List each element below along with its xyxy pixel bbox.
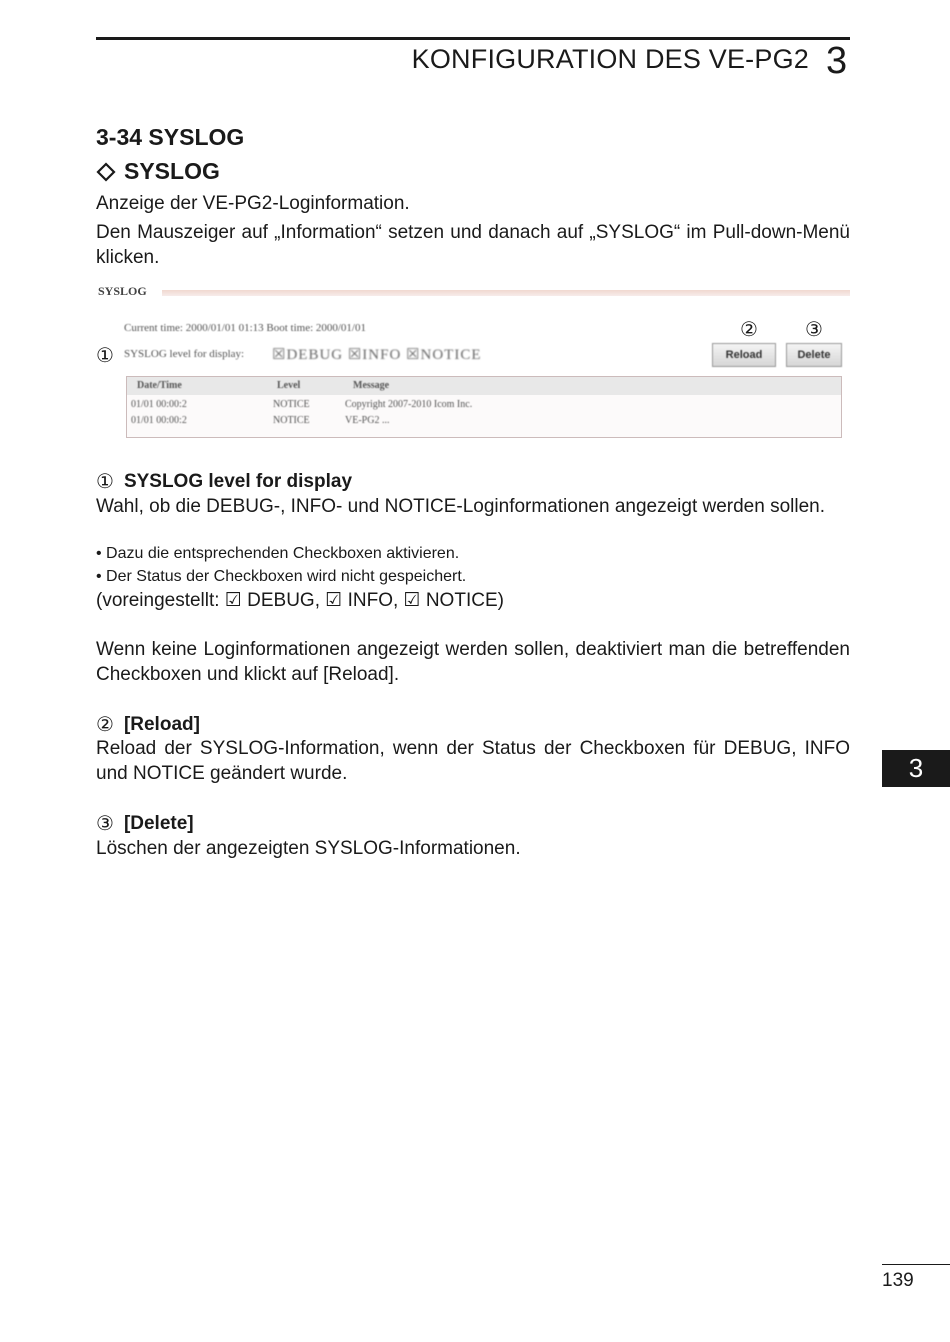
- item1-note: Wenn keine Loginformationen angezeigt werden sollen, deaktiviert man die betreffenden Checkboxen und klickt auf [Reload].: [96, 639, 850, 685]
- item2-title: [Reload]: [123, 713, 200, 735]
- chapter-title: KONFIGURATION DES VE-PG2: [411, 44, 809, 74]
- item1-heading: [96, 469, 352, 494]
- syslog-screenshot: [96, 282, 850, 442]
- footer-rule: [882, 1264, 950, 1265]
- item3-title: [Delete]: [123, 812, 194, 834]
- sub-heading: [96, 158, 220, 185]
- item1-number: ①: [96, 471, 114, 493]
- table-cell: Copyright 2007-2010 Icom Inc.: [345, 399, 473, 410]
- intro-paragraph-1: Anzeige der VE-PG2-Loginformation.: [96, 193, 410, 214]
- callout-1: ①: [96, 345, 114, 367]
- item2-heading: [96, 712, 200, 737]
- table-cell: NOTICE: [273, 399, 310, 410]
- header-rule: [96, 37, 850, 40]
- callout-2: ②: [740, 319, 758, 341]
- item2-text: Reload der SYSLOG-Information, wenn der Status der Checkboxen für DEBUG, INFO und NOTICE geändert wurde.: [96, 738, 850, 784]
- chapter-number: 3: [826, 40, 848, 82]
- sub-heading-text: SYSLOG: [124, 158, 220, 184]
- screenshot-checkboxes[interactable]: ☒DEBUG ☒INFO ☒NOTICE: [272, 347, 482, 363]
- item1-text: Wahl, ob die DEBUG-, INFO- und NOTICE-Loginformationen angezeigt werden sollen.: [96, 496, 826, 517]
- callout-3: ③: [805, 319, 823, 341]
- column-header: Level: [277, 380, 301, 391]
- page-number: 139: [882, 1270, 914, 1291]
- screenshot-title: SYSLOG: [98, 284, 147, 298]
- screenshot-title-rule: [162, 290, 850, 296]
- item1-bullet-2: • Der Status der Checkboxen wird nicht gespeichert.: [96, 568, 467, 585]
- item3-text: Löschen der angezeigten SYSLOG-Informationen.: [96, 838, 521, 859]
- reload-button[interactable]: Reload: [712, 343, 776, 367]
- screenshot-time-label: Current time: 2000/01/01 01:13 Boot time: 2000/01/01: [124, 322, 366, 334]
- screenshot-level-label: SYSLOG level for display:: [124, 348, 245, 360]
- table-cell: VE-PG2 ...: [345, 415, 390, 426]
- item2-number: ②: [96, 714, 114, 736]
- delete-button[interactable]: Delete: [786, 343, 842, 367]
- diamond-icon: [96, 162, 116, 182]
- item1-default: (voreingestellt: ☑ DEBUG, ☑ INFO, ☑ NOTICE): [96, 590, 504, 611]
- intro-paragraph-2: Den Mauszeiger auf „Information“ setzen und danach auf „SYSLOG“ im Pull-down-Menü klicken.: [96, 222, 850, 268]
- column-header: Message: [353, 380, 390, 391]
- chapter-tab: 3: [882, 750, 950, 787]
- table-cell: 01/01 00:00:2: [131, 399, 187, 410]
- item1-title: SYSLOG level for display: [123, 470, 353, 492]
- item3-heading: [96, 811, 194, 836]
- syslog-table: [126, 376, 842, 438]
- section-heading: 3-34 SYSLOG: [96, 124, 245, 150]
- table-cell: 01/01 00:00:2: [131, 415, 187, 426]
- item3-number: ③: [96, 813, 114, 835]
- table-cell: NOTICE: [273, 415, 310, 426]
- column-header: Date/Time: [137, 380, 182, 391]
- item1-bullet-1: • Dazu die entsprechenden Checkboxen aktivieren.: [96, 545, 460, 562]
- syslog-table-header: [127, 377, 841, 395]
